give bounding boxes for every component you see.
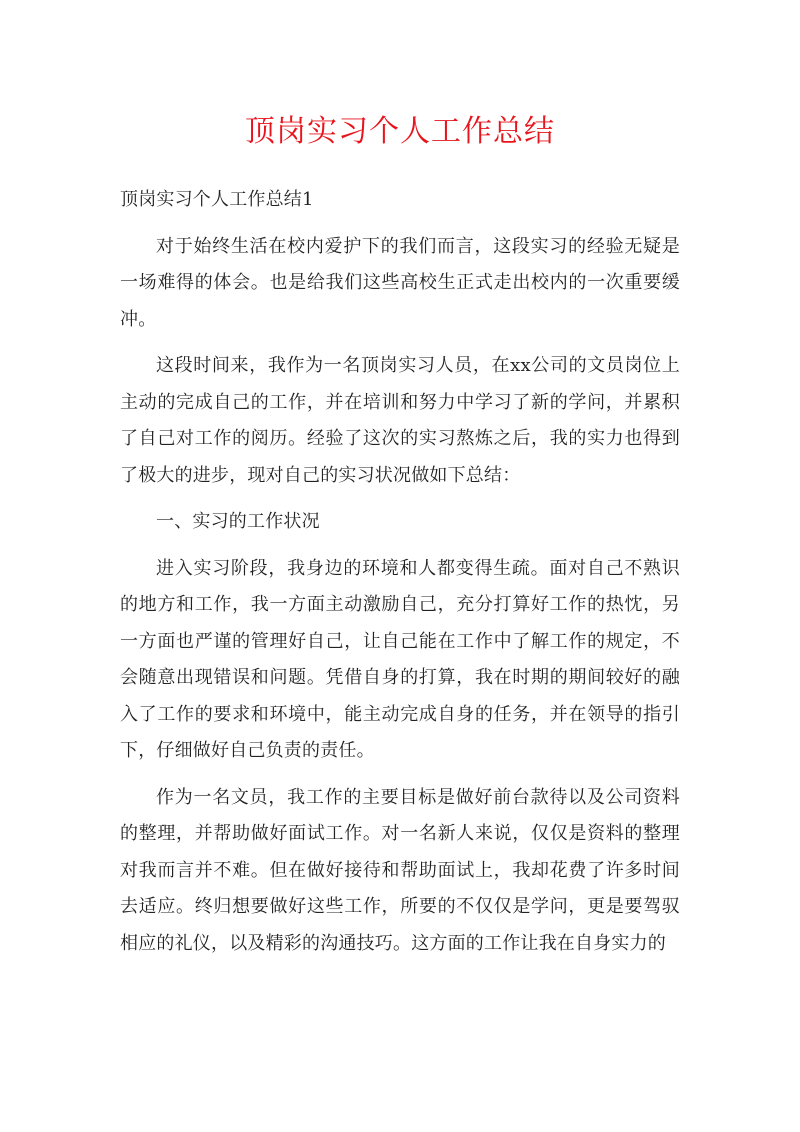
paragraph: 对于始终生活在校内爱护下的我们而言，这段实习的经验无疑是一场难得的体会。也是给我们这些高校生正式走出校内的一次重要缓冲。 xyxy=(120,235,680,330)
paragraph: 进入实习阶段，我身边的环境和人都变得生疏。面对自己不熟识的地方和工作，我一方面主动激励自己，充分打算好工作的热忱，另一方面也严谨的管理好自己，让自己能在工作中了解工作的规定，不会随意出现错误和问题。凭借自身的打算，我在时期的期间较好的融入了工作的要求和环境中，能主动完成自身的任务，并在领导的指引下，仔细做好自己负责的责任。 xyxy=(120,557,680,761)
document-body xyxy=(120,182,680,972)
section-subtitle: 顶岗实习个人工作总结1 xyxy=(120,189,314,210)
paragraph: 作为一名文员，我工作的主要目标是做好前台款待以及公司资料的整理，并帮助做好面试工作。对一名新人来说，仅仅是资料的整理对我而言并不难。但在做好接待和帮助面试上，我却花费了许多时间去适应。终归想要做好这些工作，所要的不仅仅是学问，更是要驾驭相应的礼仪，以及精彩的沟通技巧。这方面的工作让我在自身实力的 xyxy=(120,786,680,954)
paragraph: 这段时间来，我作为一名顶岗实习人员，在xx公司的文员岗位上主动的完成自己的工作，并在培训和努力中学习了新的学问，并累积了自己对工作的阅历。经验了这次的实习熬炼之后，我的实力也得到了极大的进步，现对自己的实习状况做如下总结： xyxy=(120,355,680,486)
document-title: 顶岗实习个人工作总结 xyxy=(245,114,555,149)
section-heading: 一、实习的工作状况 xyxy=(156,511,320,532)
